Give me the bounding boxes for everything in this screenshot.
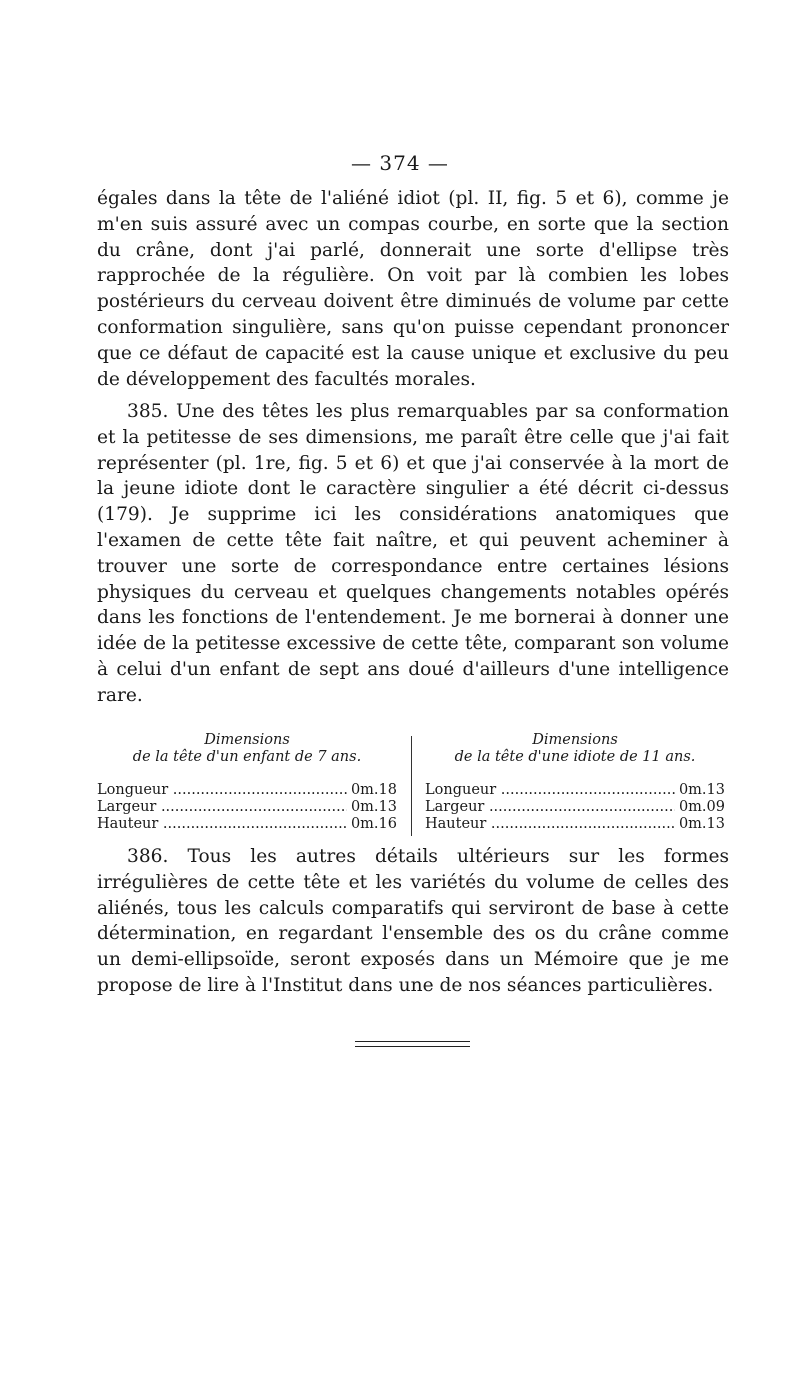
row-label: Hauteur ..... — [97, 816, 347, 833]
paragraph-text: égales dans la tête de l'aliéné idiot (pl. II, fig. 5 et 6), comme je m'en suis assuré avec un compas courbe, en sorte que la section du crâne, dont j'ai parlé, donnerait une sorte d'ellipse très rapprochée de la régulière. On voit par là combien les lobes postérieurs du cerveau doivent être diminués de volume par cette conformation singulière, sans qu'on puisse cependant prononcer que ce défaut de capacité est la cause unique et exclusive du peu de développement des facultés morales. — [97, 188, 729, 390]
dimensions-table — [97, 732, 729, 836]
table-row — [97, 816, 397, 833]
paragraph-continuation — [97, 186, 729, 392]
table-row — [425, 799, 725, 816]
paragraph-385 — [97, 399, 729, 709]
table-row — [97, 799, 397, 816]
paragraph-text: 386. Tous les autres détails ultérieurs sur les formes irrégulières de cette tête et les variétés du volume de celles des aliénés, tous les calculs comparatifs qui serviront de base à cette détermination, en regardant l'ensemble des os du crâne comme un demi-ellipsoïde, seront exposés dans un Mémoire que je me propose de lire à l'Institut dans une de nos séances particulières. — [97, 846, 729, 996]
paragraph-text: 385. Une des têtes les plus remarquables par sa conformation et la petitesse de ses dimensions, me paraît être celle que j'ai fait représenter (pl. 1re, fig. 5 et 6) et que j'ai conservée à la mort de la jeune idiote dont le caractère singulier a été décrit ci-dessus (179). Je supprime ici les considérations anatomiques que l'examen de cette tête fait naître, et qui peuvent acheminer à trouver une sorte de correspondance entre certaines lésions physiques du cerveau et quelques changements notables opérés dans les fonctions de l'entendement. Je me bornerai à donner une idée de la petitesse excessive de cette tête, comparant son volume à celui d'un enfant de sept ans doué d'ailleurs d'une intelligence rare. — [97, 401, 729, 706]
dimensions-idiot-column — [425, 732, 725, 833]
row-value: 0m.16 — [350, 816, 397, 832]
dimensions-child-column — [97, 732, 397, 833]
row-value: 0m.13 — [678, 782, 725, 798]
paragraph-386 — [97, 844, 729, 999]
column-title: Dimensions — [532, 732, 618, 748]
table-row — [425, 782, 725, 799]
column-subtitle: de la tête d'un enfant de 7 ans. — [132, 749, 362, 765]
row-label: Largeur ..... — [97, 799, 347, 816]
section-rule — [355, 1046, 470, 1047]
table-row — [425, 816, 725, 833]
row-value: 0m.13 — [678, 816, 725, 832]
table-row — [97, 782, 397, 799]
row-label: Longueur ..... — [97, 782, 347, 799]
column-title: Dimensions — [204, 732, 290, 748]
row-label: Hauteur ..... — [425, 816, 675, 833]
row-value: 0m.09 — [678, 799, 725, 815]
column-divider — [411, 736, 412, 836]
row-value: 0m.13 — [350, 799, 397, 815]
page-number: — 374 — — [351, 151, 449, 175]
row-value: 0m.18 — [350, 782, 397, 798]
section-rule — [355, 1041, 470, 1042]
row-label: Largeur ..... — [425, 799, 675, 816]
row-label: Longueur ..... — [425, 782, 675, 799]
column-subtitle: de la tête d'une idiote de 11 ans. — [454, 749, 696, 765]
